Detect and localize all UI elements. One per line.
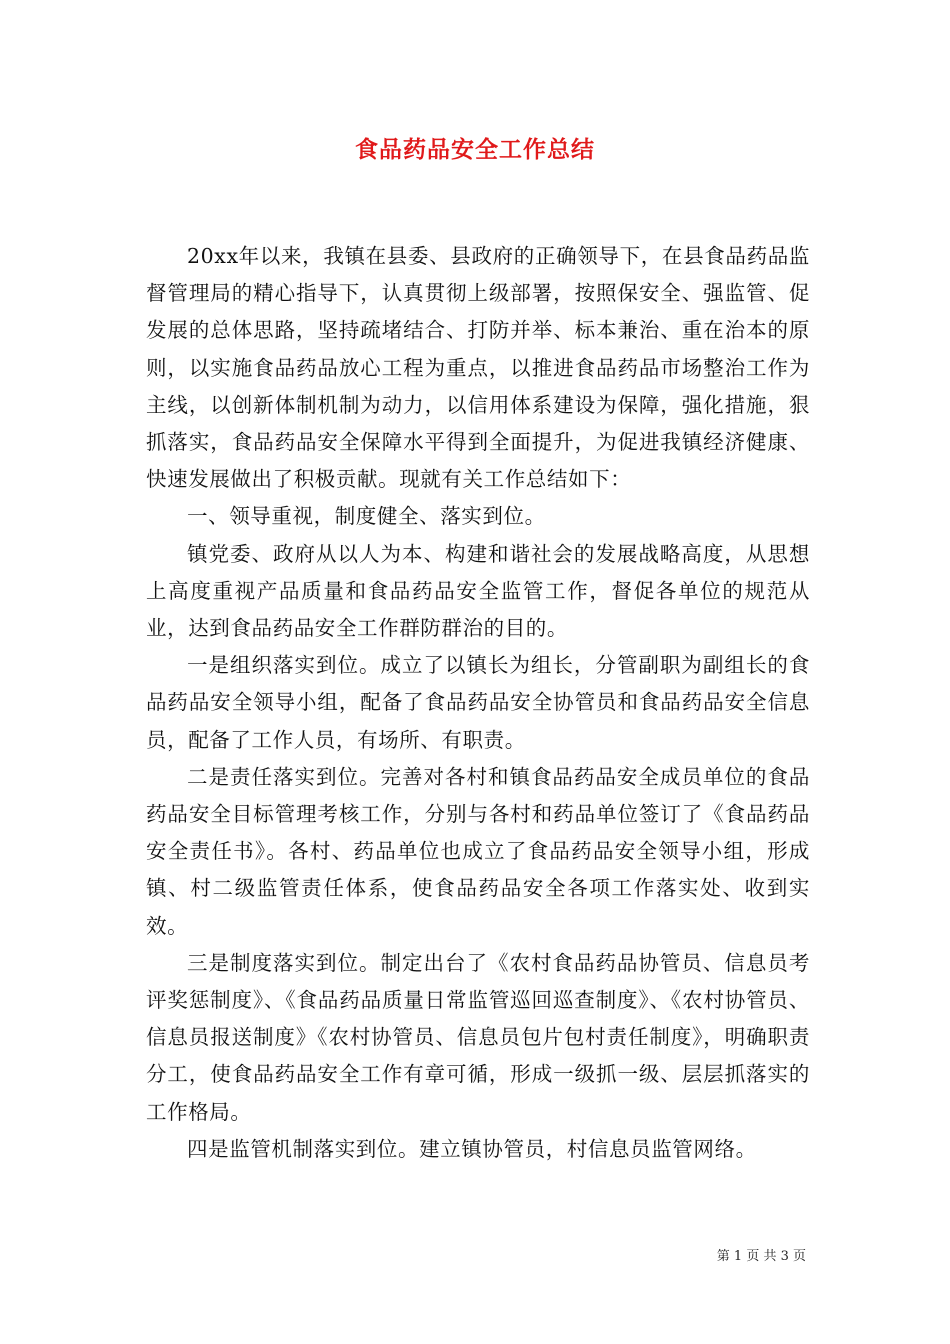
- section-heading-1: 一、领导重视，制度健全、落实到位。: [187, 504, 546, 529]
- paragraph-organization: 一是组织落实到位。成立了以镇长为组长，分管副职为副组长的食品药品安全领导小组，配备了食品药品安全协管员和食品药品安全信息员，配备了工作人员，有场所、有职责。: [146, 653, 810, 752]
- paragraph-responsibility: 二是责任落实到位。完善对各村和镇食品药品安全成员单位的食品药品安全目标管理考核工作，分别与各村和药品单位签订了《食品药品安全责任书》。各村、药品单位也成立了食品药品安全领导小组，形成镇、村二级监管责任体系，使食品药品安全各项工作落实处、收到实效。: [146, 764, 810, 938]
- document-title: 食品药品安全工作总结: [355, 136, 595, 163]
- document-body: [146, 238, 810, 1168]
- paragraph-intro: 20xx年以来，我镇在县委、县政府的正确领导下，在县食品药品监督管理局的精心指导下，认真贯彻上级部署，按照保安全、强监管、促发展的总体思路，坚持疏堵结合、打防并举、标本兼治、重在治本的原则，以实施食品药品放心工程为重点，以推进食品药品市场整治工作为主线，以创新体制机制为动力，以信用体系建设为保障，强化措施，狠抓落实，食品药品安全保障水平得到全面提升，为促进我镇经济健康、快速发展做出了积极贡献。现就有关工作总结如下：: [146, 244, 810, 492]
- paragraph-leadership: 镇党委、政府从以人为本、构建和谐社会的发展战略高度，从思想上高度重视产品质量和食品药品安全监管工作，督促各单位的规范从业，达到食品药品安全工作群防群治的目的。: [146, 541, 810, 641]
- page-number: 第 1 页 共 3 页: [716, 1249, 806, 1264]
- paragraph-supervision: 四是监管机制落实到位。建立镇协管员，村信息员监管网络。: [187, 1136, 757, 1161]
- paragraph-regulations: 三是制度落实到位。制定出台了《农村食品药品协管员、信息员考评奖惩制度》、《食品药品质量日常监管巡回巡查制度》、《农村协管员、信息员报送制度》《农村协管员、信息员包片包村责任制度》，明确职责分工，使食品药品安全工作有章可循，形成一级抓一级、层层抓落实的工作格局。: [146, 950, 810, 1124]
